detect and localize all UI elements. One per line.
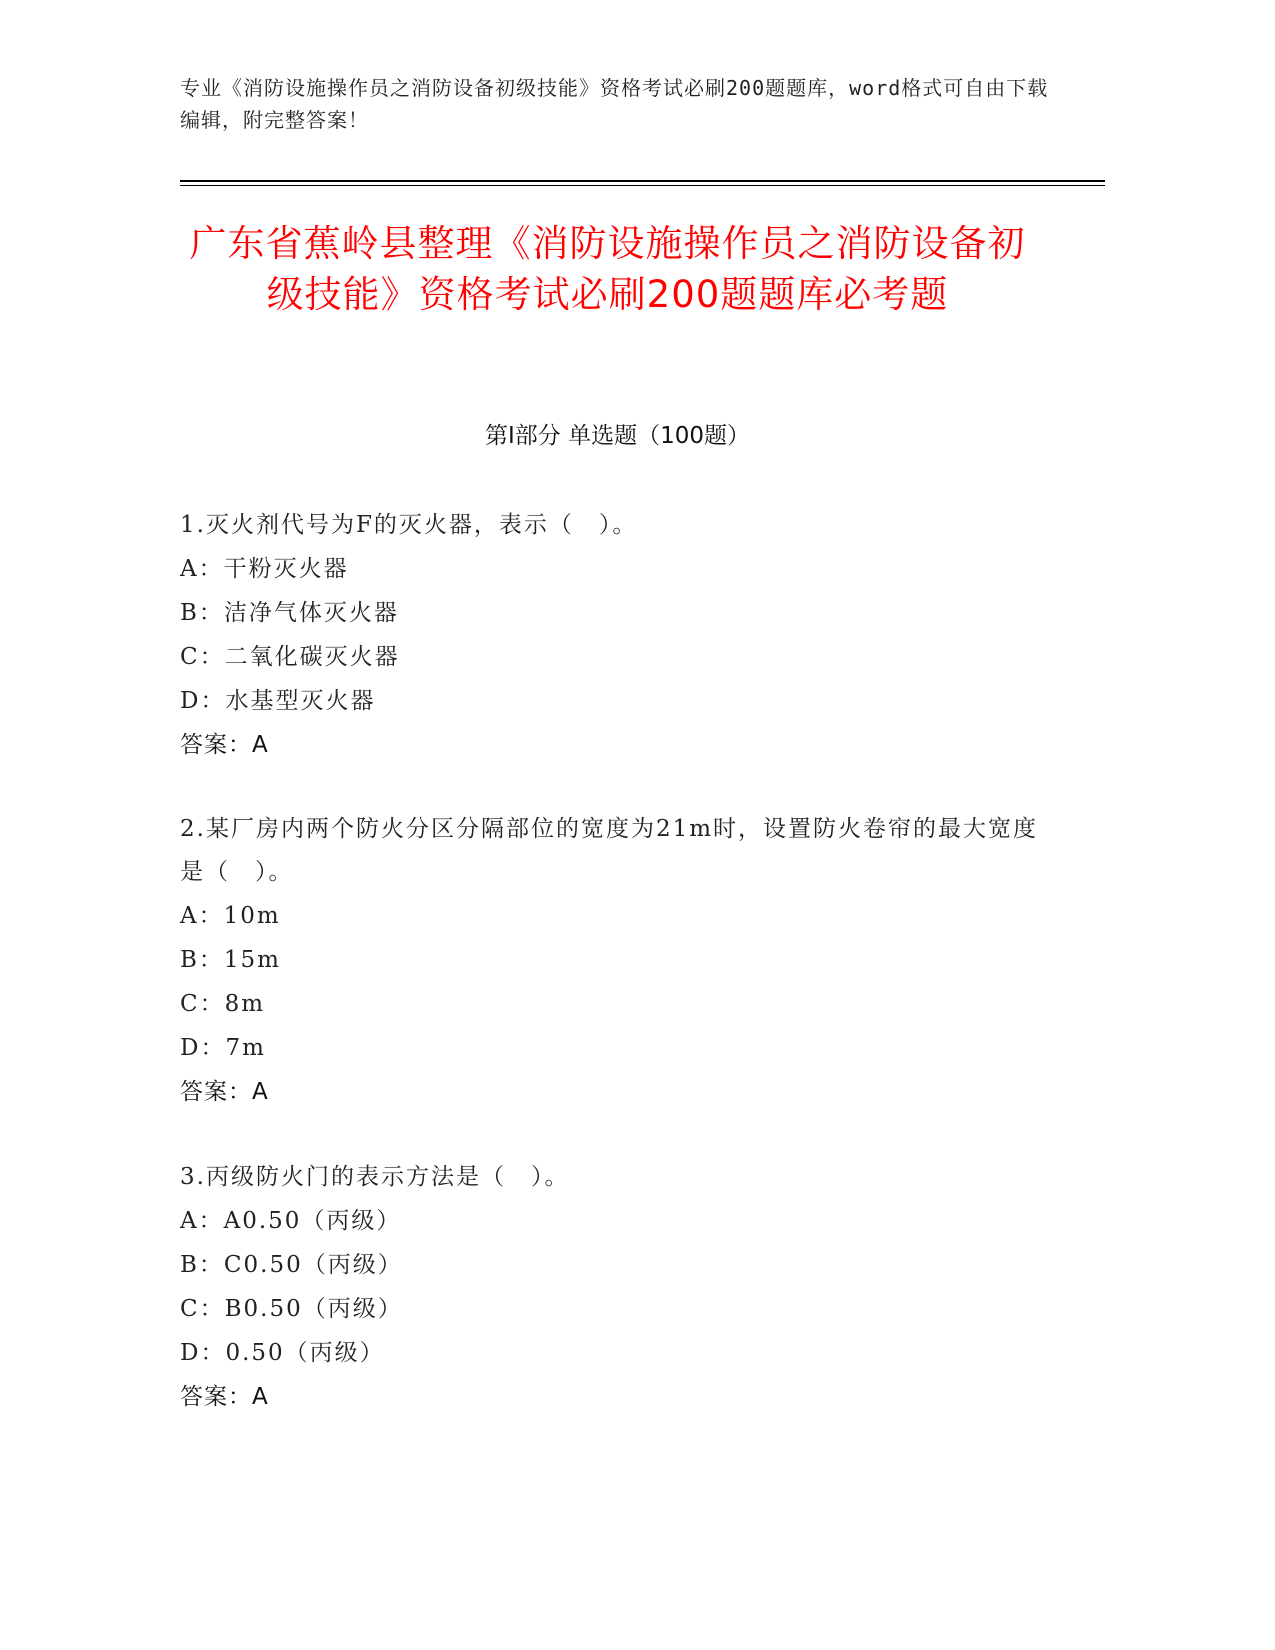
document-title: 广东省蕉岭县整理《消防设施操作员之消防设备初级技能》资格考试必刷200题题库必考题 [189,222,1026,316]
question-option-a: A：10m [180,903,281,929]
question-option-b: B：15m [180,947,281,973]
header-note: 专业《消防设施操作员之消防设备初级技能》资格考试必刷200题题库，word格式可自由下载编辑，附完整答案！ [180,76,1049,132]
header-divider-thick [180,180,1105,182]
question-option-d: D：水基型灭火器 [180,688,376,714]
question-option-c: C：B0.50（丙级） [180,1296,403,1322]
question-stem: 2.某厂房内两个防火分区分隔部位的宽度为21m时，设置防火卷帘的最大宽度是（ ）。 [180,816,1039,885]
question-answer: 答案：A [180,1384,269,1410]
question-option-d: D：0.50（丙级） [180,1340,385,1366]
question-block-1 [180,504,1060,767]
header-divider-thin [180,185,1105,186]
section-title: 第Ⅰ部分 单选题（100题） [485,423,750,449]
question-option-b: B：洁净气体灭火器 [180,600,399,626]
question-stem: 3.丙级防火门的表示方法是（ ）。 [180,1164,570,1190]
question-option-c: C：二氧化碳灭火器 [180,644,400,670]
question-block-2 [180,808,1060,1114]
question-option-b: B：C0.50（丙级） [180,1252,403,1278]
question-block-3 [180,1156,1060,1419]
question-option-c: C：8m [180,991,266,1017]
question-stem: 1.灭火剂代号为F的灭火器，表示（ ）。 [180,512,638,538]
question-answer: 答案：A [180,732,269,758]
question-option-a: A：干粉灭火器 [180,556,349,582]
question-answer: 答案：A [180,1079,269,1105]
question-option-d: D：7m [180,1035,266,1061]
question-option-a: A：A0.50（丙级） [180,1208,402,1234]
